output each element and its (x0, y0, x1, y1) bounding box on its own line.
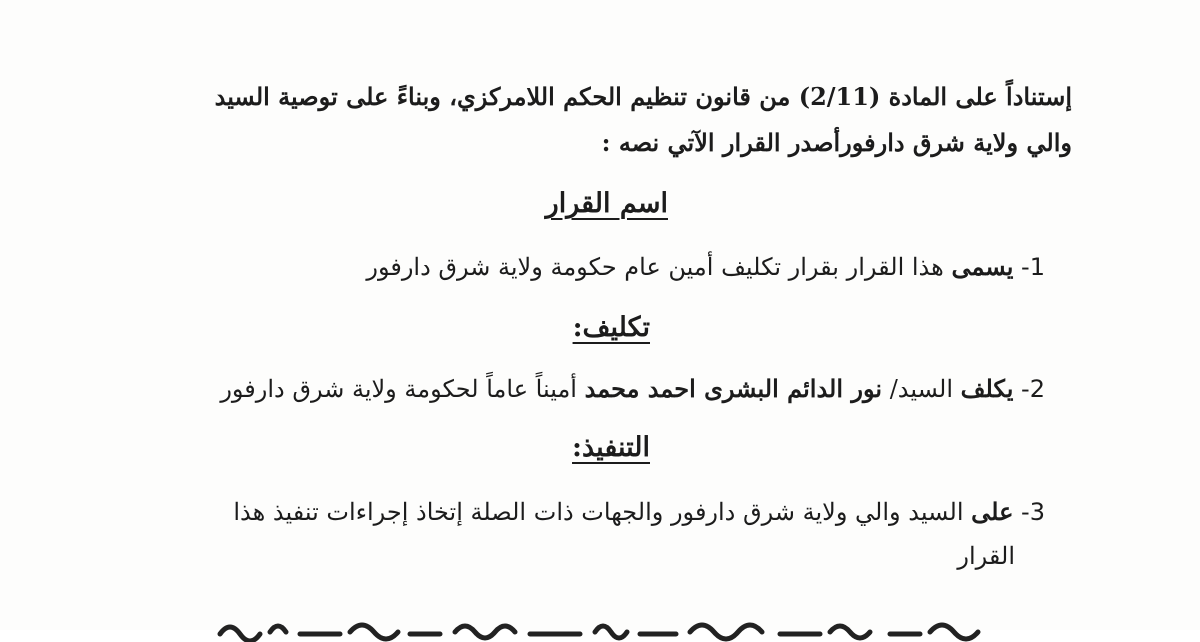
clause-number: 3- (1021, 498, 1045, 526)
clause-text: السيد والي ولاية شرق دارفور والجهات ذات الصلة إتخاذ إجراءات تنفيذ هذا (233, 498, 964, 526)
clause-text: أميناً عاماً لحكومة ولاية شرق دارفور (220, 375, 577, 403)
clause-3-continuation: القرار (957, 542, 1015, 570)
section-heading-decision-name: اسم القرار (545, 188, 668, 219)
preamble-line-2: والي ولاية شرق دارفورأصدر القرار الآتي نصه : (601, 128, 1072, 157)
clause-keyword: على (971, 497, 1014, 526)
clause-text-title: السيد/ (889, 375, 954, 403)
clause-text: هذا القرار بقرار تكليف أمين عام حكومة ولاية شرق دارفور (366, 253, 944, 281)
clause-3 (233, 497, 1045, 526)
cut-off-text-strokes (210, 612, 1000, 642)
clause-number: 1- (1021, 253, 1045, 281)
clause-1 (366, 252, 1045, 281)
section-heading-assignment: تكليف: (572, 312, 650, 343)
section-heading-execution: التنفيذ: (572, 432, 650, 463)
clause-person-name: نور الدائم البشرى احمد محمد (584, 374, 883, 403)
clause-number: 2- (1021, 375, 1045, 403)
clause-keyword: يسمى (951, 252, 1014, 281)
clause-2 (220, 374, 1045, 403)
preamble-line-1: إستناداً على المادة (2/11) من قانون تنظيم الحكم اللامركزي، وبناءً على توصية السيد (214, 82, 1072, 111)
clause-keyword: يكلف (960, 374, 1014, 403)
cut-off-text-line (210, 612, 1000, 642)
